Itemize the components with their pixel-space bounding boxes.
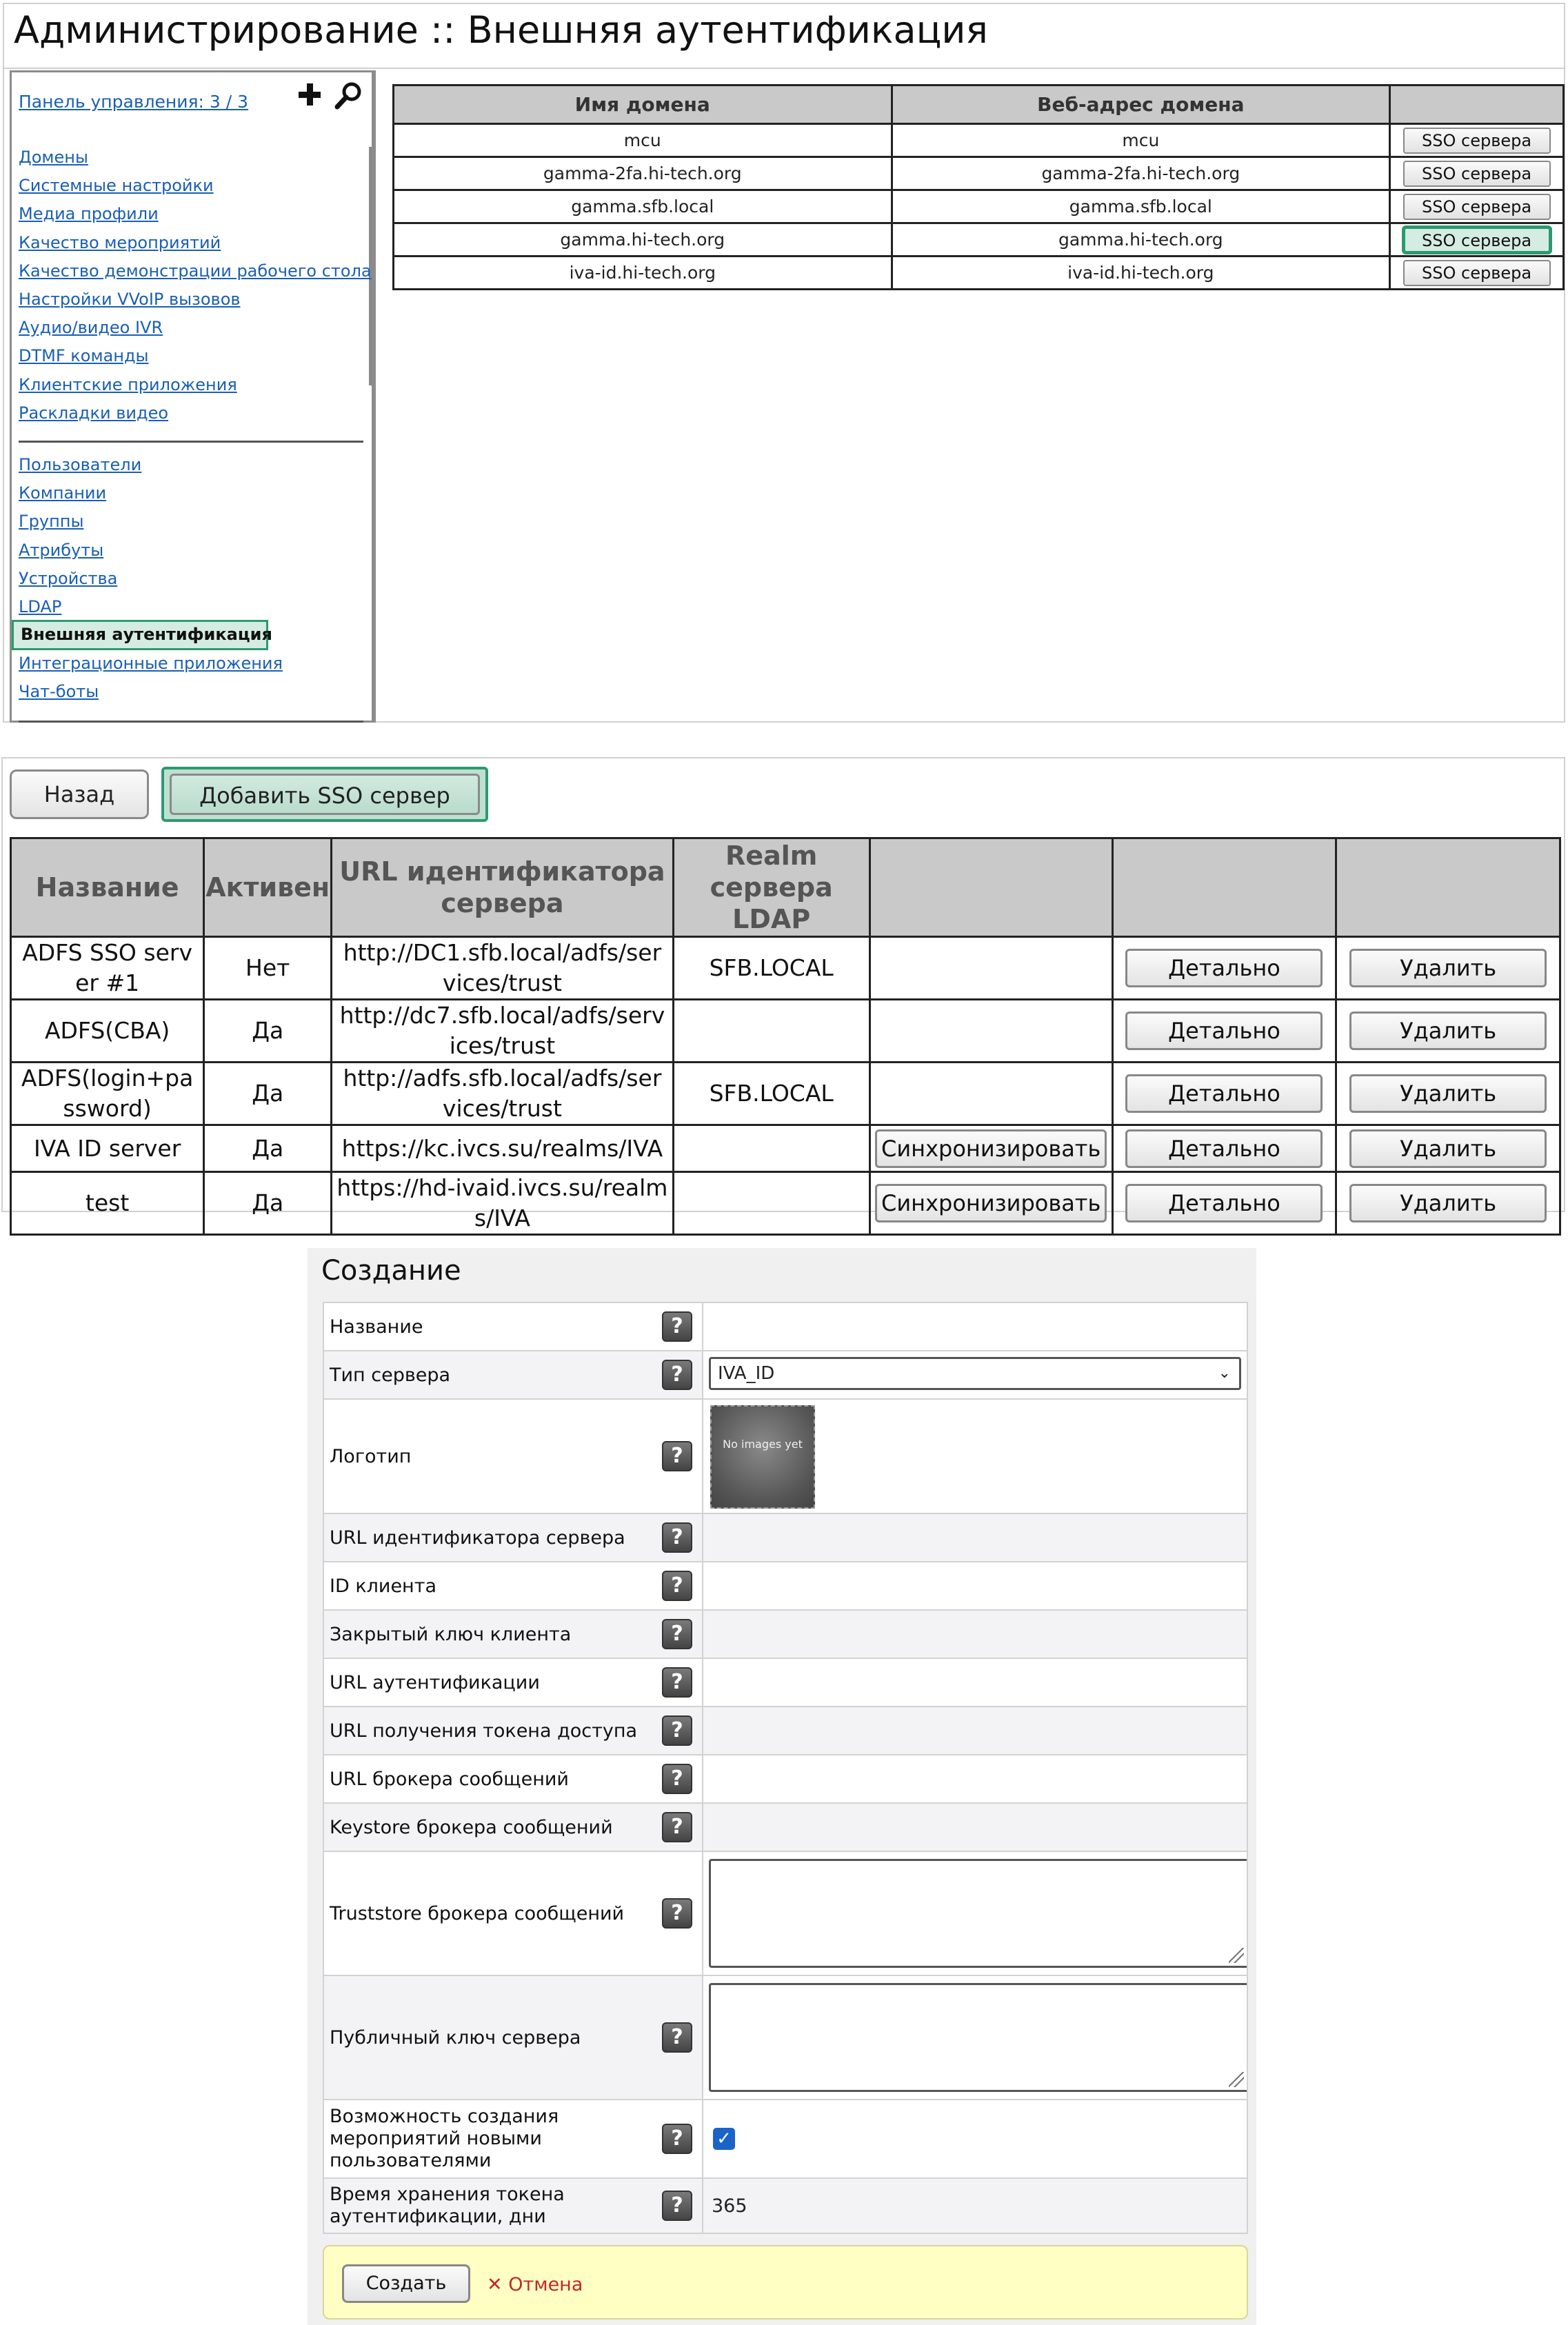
form-row-logo bbox=[323, 1399, 1247, 1513]
col-delete bbox=[1336, 838, 1560, 937]
broker-truststore-textarea[interactable] bbox=[709, 1859, 1247, 1968]
sidebar-item-external-auth[interactable]: Внешняя аутентификация bbox=[12, 620, 268, 650]
field-label: Тип сервера bbox=[330, 1364, 451, 1386]
col-active: Активен bbox=[204, 838, 332, 937]
actions-cell bbox=[1390, 157, 1564, 190]
control-panel-link[interactable]: Панель управления: 3 / 3 bbox=[19, 92, 249, 112]
sidebar-item[interactable]: Клиентские приложения bbox=[19, 374, 237, 394]
sidebar-item[interactable]: LDAP bbox=[19, 597, 62, 616]
create-form-panel bbox=[308, 1248, 1256, 2325]
sso-servers-window bbox=[1, 757, 1565, 1231]
broker-keystore-field[interactable] bbox=[703, 1803, 1247, 1851]
field-label: URL идентификатора сервера bbox=[330, 1527, 625, 1549]
server-name-cell: ADFS(CBA) bbox=[11, 1000, 204, 1063]
sidebar-item[interactable]: Раскладки видео bbox=[19, 403, 169, 423]
logo-placeholder[interactable]: No images yet bbox=[710, 1405, 815, 1509]
delete-cell bbox=[1336, 1125, 1560, 1172]
delete-button[interactable]: Удалить bbox=[1349, 1074, 1547, 1113]
public-key-textarea[interactable] bbox=[709, 1983, 1247, 2092]
server-url-cell: http://adfs.sfb.local/adfs/services/trust bbox=[332, 1063, 674, 1125]
field-label: Логотип bbox=[330, 1445, 412, 1467]
domain-url-cell: gamma-2fa.hi-tech.org bbox=[892, 157, 1390, 190]
create-sso-form bbox=[323, 1302, 1248, 2234]
server-url-field[interactable] bbox=[703, 1513, 1247, 1562]
main-content bbox=[374, 70, 1564, 723]
sync-button[interactable]: Синхронизировать bbox=[875, 1184, 1107, 1222]
sync-cell bbox=[870, 1125, 1112, 1172]
sidebar-item[interactable]: Качество мероприятий bbox=[19, 232, 221, 252]
active-cell: Нет bbox=[204, 937, 332, 1000]
domain-name-cell: gamma.hi-tech.org bbox=[394, 223, 892, 256]
help-icon[interactable]: ? bbox=[662, 1667, 692, 1698]
form-row-token-url bbox=[323, 1707, 1247, 1755]
form-row-server-url bbox=[323, 1513, 1247, 1562]
client-secret-field[interactable] bbox=[703, 1610, 1247, 1658]
search-icon[interactable] bbox=[334, 81, 363, 110]
field-label: Публичный ключ сервера bbox=[330, 2026, 581, 2049]
col-sync bbox=[870, 838, 1112, 937]
help-icon[interactable]: ? bbox=[662, 1571, 692, 1601]
delete-button[interactable]: Удалить bbox=[1349, 949, 1547, 987]
table-row bbox=[394, 190, 1564, 223]
chevron-down-icon: ⌄ bbox=[1218, 1365, 1231, 1382]
domains-table bbox=[392, 84, 1565, 290]
form-title: Создание bbox=[321, 1255, 461, 1287]
active-cell: Да bbox=[204, 1125, 332, 1172]
details-button[interactable]: Детально bbox=[1125, 1184, 1323, 1222]
server-url-cell: https://kc.ivcs.su/realms/IVA bbox=[332, 1125, 674, 1172]
help-icon[interactable]: ? bbox=[662, 1812, 692, 1842]
active-cell: Да bbox=[204, 1063, 332, 1125]
help-icon[interactable]: ? bbox=[662, 1522, 692, 1553]
col-domain-url: Веб-адрес домена bbox=[892, 85, 1390, 124]
field-label: Закрытый ключ клиента bbox=[330, 1623, 572, 1645]
delete-cell bbox=[1336, 937, 1560, 1000]
col-ldap-realm: Realm сервера LDAP bbox=[673, 838, 870, 937]
delete-button[interactable]: Удалить bbox=[1349, 1184, 1547, 1222]
title-divider bbox=[4, 68, 1564, 69]
ldap-realm-cell bbox=[673, 1125, 870, 1172]
help-icon[interactable]: ? bbox=[662, 1898, 692, 1929]
domain-url-cell: gamma.hi-tech.org bbox=[892, 223, 1390, 256]
sidebar-item[interactable]: Системные настройки bbox=[19, 176, 214, 196]
sync-cell bbox=[870, 1000, 1112, 1063]
server-name-cell: ADFS SSO server #1 bbox=[11, 937, 204, 1000]
table-row bbox=[394, 157, 1564, 190]
menu-divider bbox=[19, 441, 363, 443]
form-row-client-id bbox=[323, 1562, 1247, 1610]
sso-servers-button[interactable]: SSO сервера bbox=[1403, 194, 1551, 220]
sidebar-item[interactable]: Настройки VVoIP вызовов bbox=[19, 290, 241, 309]
col-actions bbox=[1390, 85, 1564, 124]
server-type-select[interactable]: IVA_ID ⌄ bbox=[709, 1357, 1241, 1390]
field-label: URL аутентификации bbox=[330, 1671, 540, 1693]
form-row-broker-keystore bbox=[323, 1803, 1247, 1851]
close-icon: ✕ bbox=[487, 2274, 509, 2295]
sidebar-item[interactable]: Интеграционные приложения bbox=[19, 654, 283, 673]
broker-url-field[interactable] bbox=[703, 1755, 1247, 1803]
domain-name-cell: gamma.sfb.local bbox=[394, 190, 892, 223]
delete-cell bbox=[1336, 1063, 1560, 1125]
help-icon[interactable]: ? bbox=[662, 1715, 692, 1746]
help-icon[interactable]: ? bbox=[662, 1619, 692, 1649]
actions-cell bbox=[1390, 190, 1564, 223]
server-url-cell: https://hd-ivaid.ivcs.su/realms/IVA bbox=[332, 1172, 674, 1235]
table-row bbox=[11, 937, 1560, 1000]
ldap-realm-cell bbox=[673, 1172, 870, 1235]
form-row-broker-truststore bbox=[323, 1851, 1247, 1975]
field-label: URL получения токена доступа bbox=[330, 1720, 638, 1742]
table-row bbox=[11, 1125, 1560, 1172]
server-name-cell: test bbox=[11, 1172, 204, 1235]
form-row-server-type bbox=[323, 1351, 1247, 1399]
table-row bbox=[11, 1172, 1560, 1235]
ldap-realm-cell: SFB.LOCAL bbox=[673, 1063, 870, 1125]
delete-button[interactable]: Удалить bbox=[1349, 1011, 1547, 1050]
table-row bbox=[11, 1063, 1560, 1125]
domain-url-cell: iva-id.hi-tech.org bbox=[892, 256, 1390, 290]
domain-name-cell: iva-id.hi-tech.org bbox=[394, 256, 892, 290]
ldap-realm-cell bbox=[673, 1000, 870, 1063]
field-label: Время хранения токена аутентификации, дни bbox=[330, 2184, 565, 2227]
domain-name-cell: gamma-2fa.hi-tech.org bbox=[394, 157, 892, 190]
resize-handle-icon[interactable] bbox=[1229, 2072, 1244, 2087]
sso-servers-button[interactable]: SSO сервера bbox=[1403, 161, 1551, 187]
details-cell bbox=[1112, 1000, 1336, 1063]
domain-url-cell: mcu bbox=[892, 124, 1390, 157]
table-row bbox=[394, 256, 1564, 290]
sidebar-item[interactable]: Устройства bbox=[19, 568, 118, 588]
sidebar-item[interactable]: Атрибуты bbox=[19, 540, 104, 560]
sso-servers-button[interactable]: SSO сервера bbox=[1403, 227, 1551, 253]
help-icon[interactable]: ? bbox=[662, 1311, 692, 1342]
server-name-cell: IVA ID server bbox=[11, 1125, 204, 1172]
sidebar-item[interactable]: Чат-боты bbox=[19, 682, 99, 702]
table-row bbox=[394, 223, 1564, 256]
form-row-name bbox=[323, 1302, 1247, 1351]
details-cell bbox=[1112, 1125, 1336, 1172]
details-button[interactable]: Детально bbox=[1125, 1074, 1323, 1113]
form-actions-bar bbox=[323, 2245, 1248, 2319]
sidebar-item[interactable]: Качество демонстрации рабочего стола bbox=[19, 261, 372, 281]
admin-window bbox=[3, 3, 1565, 723]
table-row bbox=[11, 1000, 1560, 1063]
col-server-url: URL идентификатора сервера bbox=[332, 838, 674, 937]
form-row-allow-events bbox=[323, 2100, 1247, 2178]
help-icon[interactable]: ? bbox=[662, 2022, 692, 2053]
form-row-token-ttl bbox=[323, 2178, 1247, 2233]
sidebar-item[interactable]: Аудио/видео IVR bbox=[19, 318, 163, 338]
details-cell bbox=[1112, 1063, 1336, 1125]
actions-cell bbox=[1390, 223, 1564, 256]
help-icon[interactable]: ? bbox=[662, 1441, 692, 1471]
delete-cell bbox=[1336, 1172, 1560, 1235]
details-button[interactable]: Детально bbox=[1125, 1129, 1323, 1168]
field-label: Keystore брокера сообщений bbox=[330, 1816, 613, 1838]
page-title: Администрирование :: Внешняя аутентификация bbox=[14, 8, 988, 52]
auth-url-field[interactable] bbox=[703, 1658, 1247, 1707]
table-row bbox=[394, 124, 1564, 157]
help-icon[interactable]: ? bbox=[662, 1360, 692, 1390]
sso-servers-table bbox=[10, 837, 1561, 1236]
help-icon[interactable]: ? bbox=[662, 2191, 692, 2221]
field-label: Возможность создания мероприятий новыми пользователями bbox=[330, 2106, 559, 2171]
sync-cell bbox=[870, 1063, 1112, 1125]
col-name: Название bbox=[11, 838, 204, 937]
cancel-link[interactable]: ✕ Отмена bbox=[487, 2274, 583, 2295]
active-cell: Да bbox=[204, 1000, 332, 1063]
add-sso-server-button[interactable]: Добавить SSO сервер bbox=[161, 767, 488, 822]
domain-url-cell: gamma.sfb.local bbox=[892, 190, 1390, 223]
details-button[interactable]: Детально bbox=[1125, 1011, 1323, 1050]
form-row-broker-url bbox=[323, 1755, 1247, 1803]
field-label: ID клиента bbox=[330, 1575, 436, 1597]
details-button[interactable]: Детально bbox=[1125, 949, 1323, 987]
sidebar-item[interactable]: Пользователи bbox=[19, 455, 142, 474]
sidebar-item[interactable]: Медиа профили bbox=[19, 204, 159, 224]
delete-button[interactable]: Удалить bbox=[1349, 1129, 1547, 1168]
sync-cell bbox=[870, 937, 1112, 1000]
create-button[interactable]: Создать bbox=[342, 2264, 470, 2303]
server-url-cell: http://dc7.sfb.local/adfs/services/trust bbox=[332, 1000, 674, 1063]
sidebar-item[interactable]: Домены bbox=[19, 148, 88, 167]
sidebar-item[interactable]: Компании bbox=[19, 483, 107, 503]
sync-button[interactable]: Синхронизировать bbox=[875, 1129, 1107, 1168]
delete-cell bbox=[1336, 1000, 1560, 1063]
allow-events-checkbox[interactable]: ✓ bbox=[713, 2128, 735, 2150]
help-icon[interactable]: ? bbox=[662, 2124, 692, 2154]
form-row-auth-url bbox=[323, 1658, 1247, 1707]
menu-divider bbox=[19, 721, 363, 723]
token-ttl-field[interactable]: 365 bbox=[703, 2178, 1247, 2233]
field-label: Truststore брокера сообщений bbox=[330, 1902, 625, 1924]
help-icon[interactable]: ? bbox=[662, 1764, 692, 1794]
server-url-cell: http://DC1.sfb.local/adfs/services/trust bbox=[332, 937, 674, 1000]
form-row-client-secret bbox=[323, 1610, 1247, 1658]
ldap-realm-cell: SFB.LOCAL bbox=[673, 937, 870, 1000]
actions-cell bbox=[1390, 256, 1564, 290]
sidebar-item[interactable]: Группы bbox=[19, 512, 84, 532]
domain-name-cell: mcu bbox=[394, 124, 892, 157]
sso-servers-button[interactable]: SSO сервера bbox=[1403, 128, 1551, 154]
sidebar bbox=[10, 70, 374, 723]
field-label: URL брокера сообщений bbox=[330, 1768, 569, 1790]
plus-icon[interactable] bbox=[296, 81, 323, 108]
resize-handle-icon[interactable] bbox=[1229, 1948, 1244, 1963]
actions-cell bbox=[1390, 124, 1564, 157]
details-cell bbox=[1112, 1172, 1336, 1235]
server-name-cell: ADFS(login+password) bbox=[11, 1063, 204, 1125]
details-cell bbox=[1112, 937, 1336, 1000]
form-row-public-key bbox=[323, 1975, 1247, 2100]
token-url-field[interactable] bbox=[703, 1707, 1247, 1755]
client-id-field[interactable] bbox=[703, 1562, 1247, 1610]
col-domain-name: Имя домена bbox=[394, 85, 892, 124]
sync-cell bbox=[870, 1172, 1112, 1235]
sidebar-item[interactable]: DTMF команды bbox=[19, 346, 149, 366]
sso-servers-button[interactable]: SSO сервера bbox=[1403, 260, 1551, 286]
col-details bbox=[1112, 838, 1336, 937]
back-button[interactable]: Назад bbox=[10, 769, 149, 819]
name-field[interactable] bbox=[703, 1302, 1247, 1351]
active-cell: Да bbox=[204, 1172, 332, 1235]
field-label: Название bbox=[330, 1316, 423, 1338]
